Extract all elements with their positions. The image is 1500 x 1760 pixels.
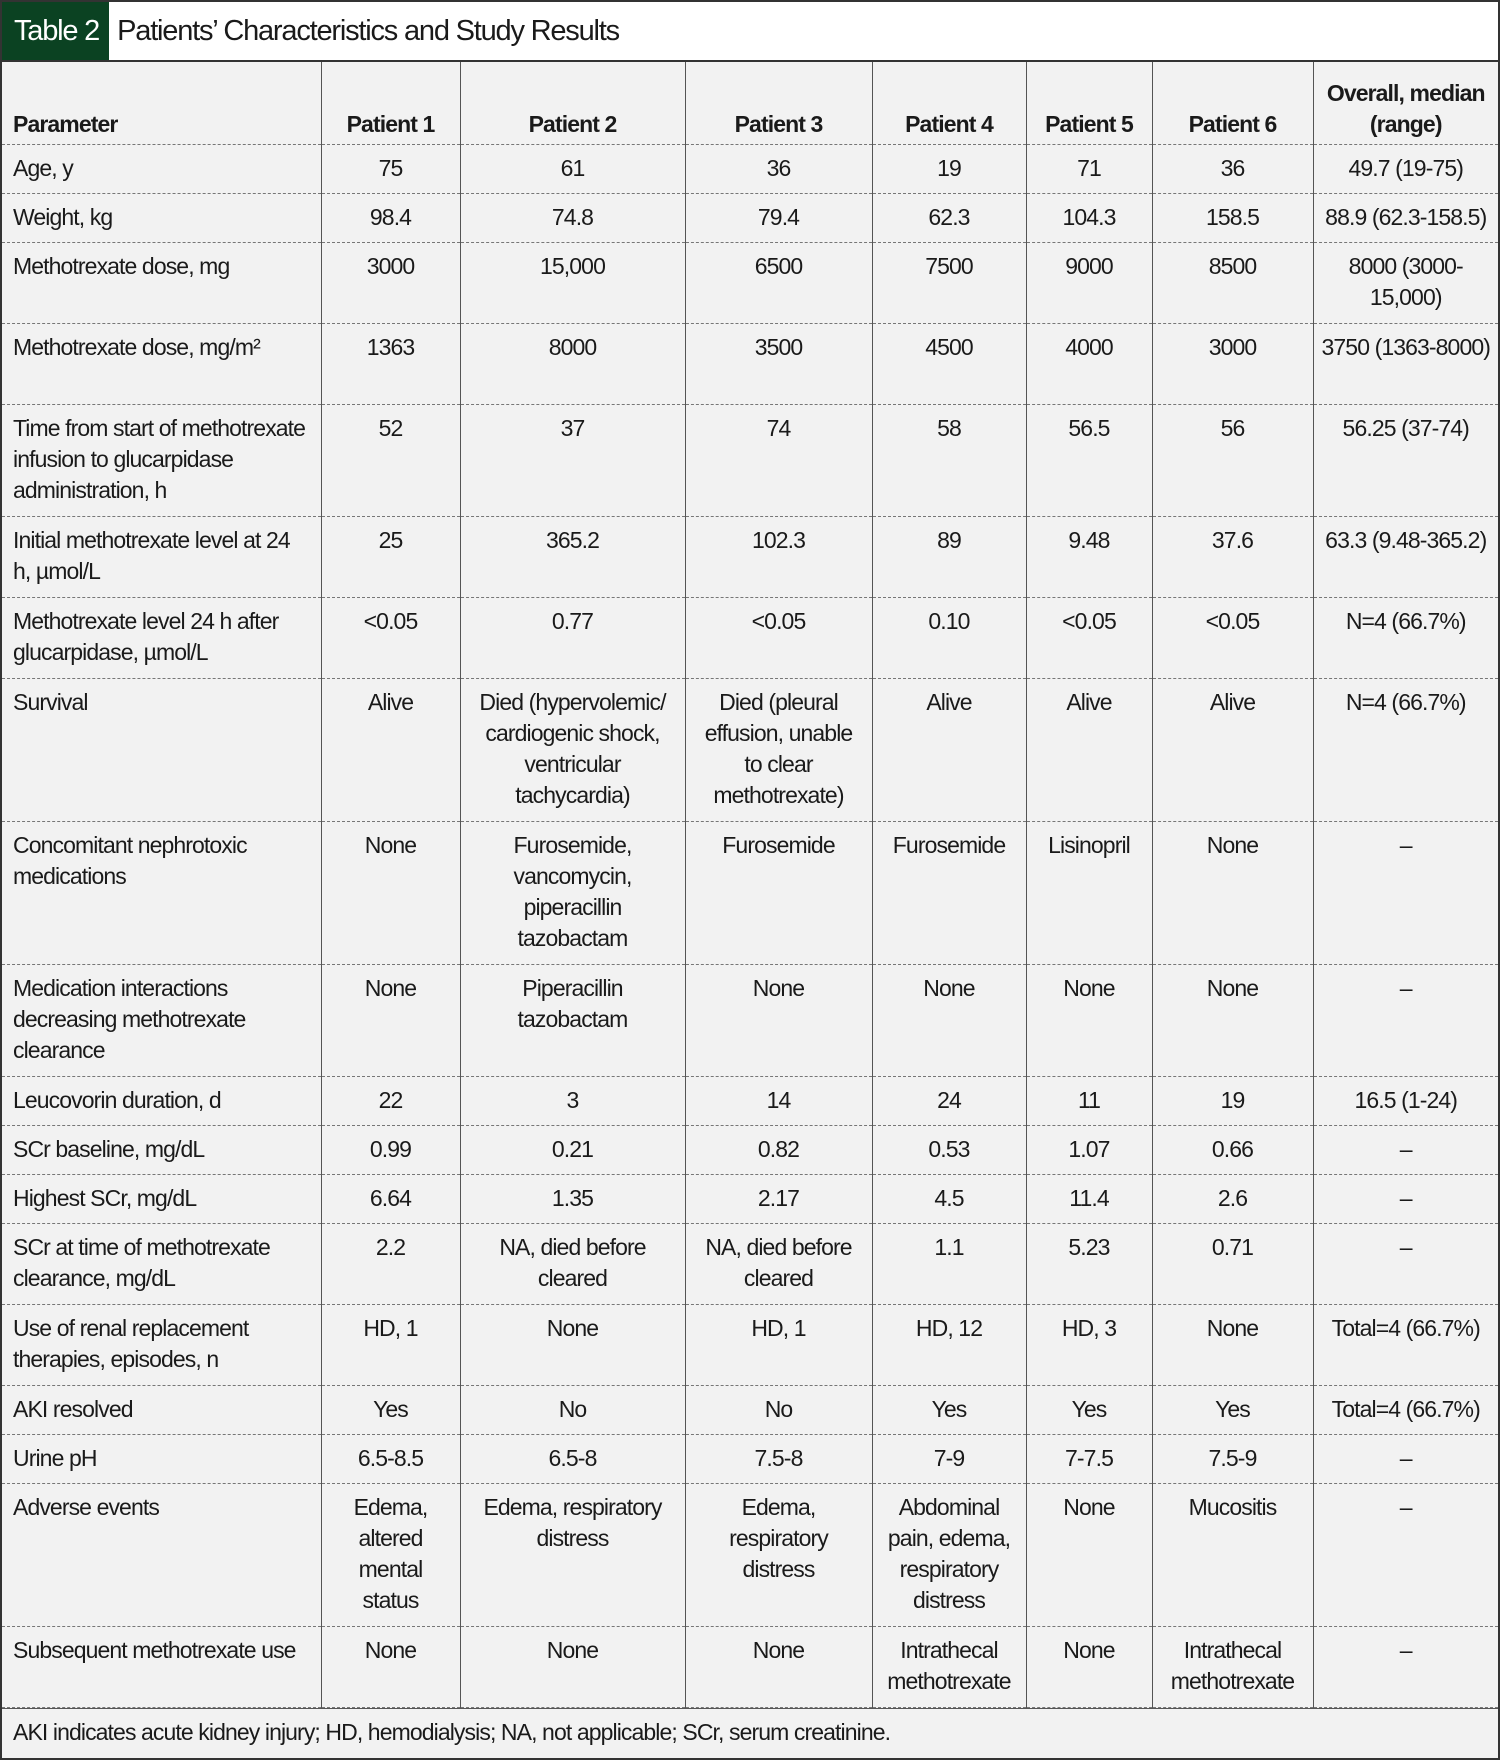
table-row	[2, 144, 1498, 193]
value-cell: Edema, respiratory distress	[685, 1483, 872, 1626]
value-cell: 7.5-8	[685, 1434, 872, 1483]
parameter-cell: Age, y	[2, 144, 321, 193]
value-cell: 3000	[1152, 323, 1313, 404]
value-cell: Furosemide, vancomycin, piperacillin tazobactam	[460, 821, 685, 964]
table-row	[2, 597, 1498, 678]
table-row	[2, 964, 1498, 1076]
value-cell: 365.2	[460, 516, 685, 597]
column-header: Patient 3	[685, 62, 872, 144]
parameter-cell: Weight, kg	[2, 193, 321, 242]
value-cell: 2.6	[1152, 1174, 1313, 1223]
value-cell: Mucositis	[1152, 1483, 1313, 1626]
value-cell: –	[1313, 1223, 1498, 1304]
value-cell: 98.4	[321, 193, 460, 242]
column-header: Overall, median (range)	[1313, 62, 1498, 144]
value-cell: –	[1313, 964, 1498, 1076]
value-cell: 2.2	[321, 1223, 460, 1304]
parameter-cell: Medication interactions decreasing methotrexate clearance	[2, 964, 321, 1076]
value-cell: N=4 (66.7%)	[1313, 597, 1498, 678]
value-cell: 37	[460, 404, 685, 516]
value-cell: 36	[1152, 144, 1313, 193]
value-cell: 75	[321, 144, 460, 193]
parameter-cell: Methotrexate dose, mg/m²	[2, 323, 321, 404]
value-cell: 19	[1152, 1076, 1313, 1125]
table-row	[2, 1076, 1498, 1125]
value-cell: 25	[321, 516, 460, 597]
value-cell: 24	[872, 1076, 1026, 1125]
column-header: Patient 5	[1026, 62, 1152, 144]
table-row	[2, 323, 1498, 404]
value-cell: HD, 1	[321, 1304, 460, 1385]
value-cell: 0.82	[685, 1125, 872, 1174]
value-cell: 6.5-8	[460, 1434, 685, 1483]
value-cell: Alive	[321, 678, 460, 821]
table-row	[2, 678, 1498, 821]
value-cell: Died (pleural effusion, unable to clear methotrexate)	[685, 678, 872, 821]
value-cell: 79.4	[685, 193, 872, 242]
value-cell: 61	[460, 144, 685, 193]
value-cell: –	[1313, 1174, 1498, 1223]
value-cell: 4000	[1026, 323, 1152, 404]
value-cell: Furosemide	[685, 821, 872, 964]
value-cell: 0.10	[872, 597, 1026, 678]
table-row	[2, 1483, 1498, 1626]
parameter-cell: SCr at time of methotrexate clearance, mg/dL	[2, 1223, 321, 1304]
parameter-cell: Adverse events	[2, 1483, 321, 1626]
value-cell: 158.5	[1152, 193, 1313, 242]
value-cell: <0.05	[685, 597, 872, 678]
parameter-cell: Methotrexate dose, mg	[2, 242, 321, 323]
value-cell: 1.07	[1026, 1125, 1152, 1174]
table-row	[2, 516, 1498, 597]
value-cell: 49.7 (19-75)	[1313, 144, 1498, 193]
table-row	[2, 1174, 1498, 1223]
value-cell: –	[1313, 1434, 1498, 1483]
table-row	[2, 1304, 1498, 1385]
value-cell: 1363	[321, 323, 460, 404]
value-cell: –	[1313, 1125, 1498, 1174]
value-cell: HD, 12	[872, 1304, 1026, 1385]
value-cell: <0.05	[321, 597, 460, 678]
parameter-cell: Concomitant nephrotoxic medications	[2, 821, 321, 964]
value-cell: 19	[872, 144, 1026, 193]
value-cell: 1.35	[460, 1174, 685, 1223]
value-cell: 11	[1026, 1076, 1152, 1125]
value-cell: Total=4 (66.7%)	[1313, 1304, 1498, 1385]
value-cell: 2.17	[685, 1174, 872, 1223]
value-cell: 0.71	[1152, 1223, 1313, 1304]
value-cell: 0.53	[872, 1125, 1026, 1174]
table-row	[2, 1125, 1498, 1174]
value-cell: None	[1026, 1626, 1152, 1707]
column-header: Patient 4	[872, 62, 1026, 144]
table-caption: Patients’ Characteristics and Study Results	[117, 14, 619, 47]
value-cell: Yes	[872, 1385, 1026, 1434]
value-cell: 8500	[1152, 242, 1313, 323]
value-cell: None	[321, 1626, 460, 1707]
parameter-cell: Highest SCr, mg/dL	[2, 1174, 321, 1223]
value-cell: Piperacillin tazobactam	[460, 964, 685, 1076]
value-cell: 9000	[1026, 242, 1152, 323]
value-cell: 6.5-8.5	[321, 1434, 460, 1483]
parameter-cell: Methotrexate level 24 h after glucarpidase, µmol/L	[2, 597, 321, 678]
value-cell: None	[685, 1626, 872, 1707]
value-cell: –	[1313, 1626, 1498, 1707]
value-cell: None	[460, 1626, 685, 1707]
parameter-cell: Subsequent methotrexate use	[2, 1626, 321, 1707]
value-cell: 0.99	[321, 1125, 460, 1174]
value-cell: Alive	[1026, 678, 1152, 821]
value-cell: 8000 (3000-15,000)	[1313, 242, 1498, 323]
value-cell: None	[321, 821, 460, 964]
value-cell: 11.4	[1026, 1174, 1152, 1223]
value-cell: 3	[460, 1076, 685, 1125]
value-cell: Died (hypervolemic/ cardiogenic shock, ventricular tachycardia)	[460, 678, 685, 821]
value-cell: HD, 3	[1026, 1304, 1152, 1385]
value-cell: 14	[685, 1076, 872, 1125]
value-cell: 62.3	[872, 193, 1026, 242]
column-header: Parameter	[2, 62, 321, 144]
value-cell: 102.3	[685, 516, 872, 597]
value-cell: None	[872, 964, 1026, 1076]
column-header: Patient 1	[321, 62, 460, 144]
value-cell: 22	[321, 1076, 460, 1125]
value-cell: 0.66	[1152, 1125, 1313, 1174]
parameter-cell: Urine pH	[2, 1434, 321, 1483]
value-cell: Intrathecal methotrexate	[1152, 1626, 1313, 1707]
value-cell: 56.5	[1026, 404, 1152, 516]
value-cell: Yes	[1152, 1385, 1313, 1434]
table-row	[2, 404, 1498, 516]
value-cell: Edema, altered mental status	[321, 1483, 460, 1626]
results-table	[2, 62, 1498, 1708]
value-cell: None	[1026, 964, 1152, 1076]
footnote: AKI indicates acute kidney injury; HD, hemodialysis; NA, not applicable; SCr, serum creatinine.	[2, 1708, 1498, 1758]
value-cell: None	[685, 964, 872, 1076]
value-cell: <0.05	[1152, 597, 1313, 678]
table-row	[2, 1223, 1498, 1304]
table-label: Table 2	[2, 2, 109, 60]
value-cell: Intrathecal methotrexate	[872, 1626, 1026, 1707]
value-cell: Alive	[1152, 678, 1313, 821]
value-cell: 4.5	[872, 1174, 1026, 1223]
value-cell: 37.6	[1152, 516, 1313, 597]
value-cell: 5.23	[1026, 1223, 1152, 1304]
value-cell: Alive	[872, 678, 1026, 821]
value-cell: 74.8	[460, 193, 685, 242]
table-title	[2, 2, 1498, 62]
column-header: Patient 6	[1152, 62, 1313, 144]
value-cell: No	[685, 1385, 872, 1434]
value-cell: None	[1152, 964, 1313, 1076]
value-cell: 36	[685, 144, 872, 193]
value-cell: 6500	[685, 242, 872, 323]
value-cell: Total=4 (66.7%)	[1313, 1385, 1498, 1434]
value-cell: None	[321, 964, 460, 1076]
value-cell: 15,000	[460, 242, 685, 323]
value-cell: None	[1152, 821, 1313, 964]
value-cell: 8000	[460, 323, 685, 404]
value-cell: Yes	[321, 1385, 460, 1434]
table-row	[2, 821, 1498, 964]
value-cell: 63.3 (9.48-365.2)	[1313, 516, 1498, 597]
value-cell: None	[1026, 1483, 1152, 1626]
value-cell: 104.3	[1026, 193, 1152, 242]
parameter-cell: SCr baseline, mg/dL	[2, 1125, 321, 1174]
value-cell: 56	[1152, 404, 1313, 516]
value-cell: NA, died before cleared	[685, 1223, 872, 1304]
parameter-cell: AKI resolved	[2, 1385, 321, 1434]
value-cell: HD, 1	[685, 1304, 872, 1385]
parameter-cell: Survival	[2, 678, 321, 821]
value-cell: 89	[872, 516, 1026, 597]
value-cell: None	[460, 1304, 685, 1385]
value-cell: <0.05	[1026, 597, 1152, 678]
value-cell: 52	[321, 404, 460, 516]
value-cell: Furosemide	[872, 821, 1026, 964]
value-cell: 0.21	[460, 1125, 685, 1174]
value-cell: 16.5 (1-24)	[1313, 1076, 1498, 1125]
value-cell: 7500	[872, 242, 1026, 323]
parameter-cell: Leucovorin duration, d	[2, 1076, 321, 1125]
value-cell: No	[460, 1385, 685, 1434]
value-cell: N=4 (66.7%)	[1313, 678, 1498, 821]
table-row	[2, 1385, 1498, 1434]
value-cell: 3000	[321, 242, 460, 323]
value-cell: NA, died before cleared	[460, 1223, 685, 1304]
header-row	[2, 62, 1498, 144]
value-cell: 58	[872, 404, 1026, 516]
value-cell: 9.48	[1026, 516, 1152, 597]
value-cell: 3500	[685, 323, 872, 404]
column-header: Patient 2	[460, 62, 685, 144]
value-cell: –	[1313, 821, 1498, 964]
value-cell: 71	[1026, 144, 1152, 193]
value-cell: 7-9	[872, 1434, 1026, 1483]
table-row	[2, 242, 1498, 323]
value-cell: 0.77	[460, 597, 685, 678]
value-cell: Abdominal pain, edema, respiratory distress	[872, 1483, 1026, 1626]
value-cell: 7-7.5	[1026, 1434, 1152, 1483]
parameter-cell: Use of renal replacement therapies, episodes, n	[2, 1304, 321, 1385]
value-cell: Lisinopril	[1026, 821, 1152, 964]
value-cell: Edema, respiratory distress	[460, 1483, 685, 1626]
parameter-cell: Time from start of methotrexate infusion to glucarpidase administration, h	[2, 404, 321, 516]
value-cell: 3750 (1363-8000)	[1313, 323, 1498, 404]
value-cell: Yes	[1026, 1385, 1152, 1434]
value-cell: 88.9 (62.3-158.5)	[1313, 193, 1498, 242]
parameter-cell: Initial methotrexate level at 24 h, µmol/L	[2, 516, 321, 597]
table-row	[2, 193, 1498, 242]
value-cell: 56.25 (37-74)	[1313, 404, 1498, 516]
table-row	[2, 1626, 1498, 1707]
value-cell: 7.5-9	[1152, 1434, 1313, 1483]
table-row	[2, 1434, 1498, 1483]
value-cell: 4500	[872, 323, 1026, 404]
value-cell: –	[1313, 1483, 1498, 1626]
value-cell: None	[1152, 1304, 1313, 1385]
value-cell: 6.64	[321, 1174, 460, 1223]
value-cell: 1.1	[872, 1223, 1026, 1304]
value-cell: 74	[685, 404, 872, 516]
